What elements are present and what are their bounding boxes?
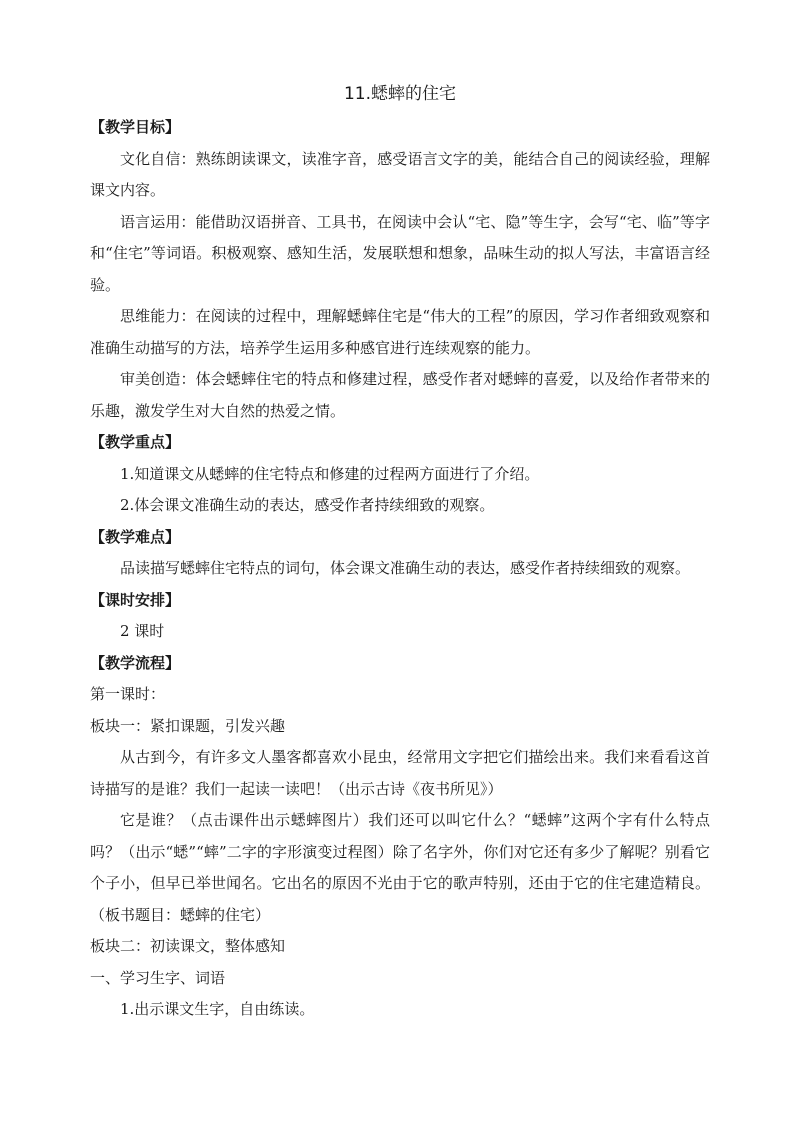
block-1-paragraph-2: 它是谁？（点击课件出示蟋蟀图片）我们还可以叫它什么？“蟋蟀”这两个字有什么特点吗？（出示“蟋”“蟀”二字的字形演变过程图）除了名字外，你们对它还有多少了解呢？别看它个子小，但早已举世闻名。它出名的原因不光由于它的歌声特别，还由于它的住宅建造精良。（板书题目：蟋蟀的住宅） xyxy=(90,811,710,924)
process-heading: 【教学流程】 xyxy=(90,653,181,672)
key-point-2: 2.体会课文准确生动的表达，感受作者持续细致的观察。 xyxy=(120,496,495,514)
difficulties-text: 品读描写蟋蟀住宅特点的词句，体会课文准确生动的表达，感受作者持续细致的观察。 xyxy=(120,559,691,577)
schedule-heading: 【课时安排】 xyxy=(90,590,181,609)
block-2-title: 板块二：初读课文，整体感知 xyxy=(90,937,286,955)
objectives-heading: 【教学目标】 xyxy=(90,118,181,136)
section-1-title: 一、学习生字、词语 xyxy=(90,968,226,987)
key-point-1: 1.知道课文从蟋蟀的住宅特点和修建的过程两方面进行了介绍。 xyxy=(120,464,540,483)
document-page xyxy=(90,82,710,1026)
objective-language: 语言运用：能借助汉语拼音、工具书，在阅读中会认“宅、隐”等生字，会写“宅、临”等字和“住宅”等词语。积极观察、感知生活，发展联想和想象，品味生动的拟人写法，丰富语言经验。 xyxy=(90,212,710,294)
objective-culture: 文化自信：熟练朗读课文，读准字音，感受语言文字的美，能结合自己的阅读经验，理解课文内容。 xyxy=(90,149,710,199)
key-points-heading: 【教学重点】 xyxy=(90,433,181,451)
difficulties-heading: 【教学难点】 xyxy=(90,527,181,546)
schedule-text: 2 课时 xyxy=(120,622,165,640)
lesson-label: 第一课时： xyxy=(90,685,166,703)
step-1: 1.出示课文生字，自由练读。 xyxy=(120,1000,315,1018)
objective-aesthetic: 审美创造：体会蟋蟀住宅的特点和修建过程，感受作者对蟋蟀的喜爱，以及给作者带来的乐趣，激发学生对大自然的热爱之情。 xyxy=(90,370,710,420)
block-1-title: 板块一：紧扣课题，引发兴趣 xyxy=(90,716,286,735)
objective-thinking: 思维能力：在阅读的过程中，理解蟋蟀住宅是“伟大的工程”的原因，学习作者细致观察和准确生动描写的方法，培养学生运用多种感官进行连续观察的能力。 xyxy=(90,307,710,357)
page-title: 11.蟋蟀的住宅 xyxy=(343,84,457,104)
block-1-paragraph-1: 从古到今，有许多文人墨客都喜欢小昆虫，经常用文字把它们描绘出来。我们来看看这首诗描写的是谁？我们一起读一读吧！（出示古诗《夜书所见》） xyxy=(90,748,710,798)
